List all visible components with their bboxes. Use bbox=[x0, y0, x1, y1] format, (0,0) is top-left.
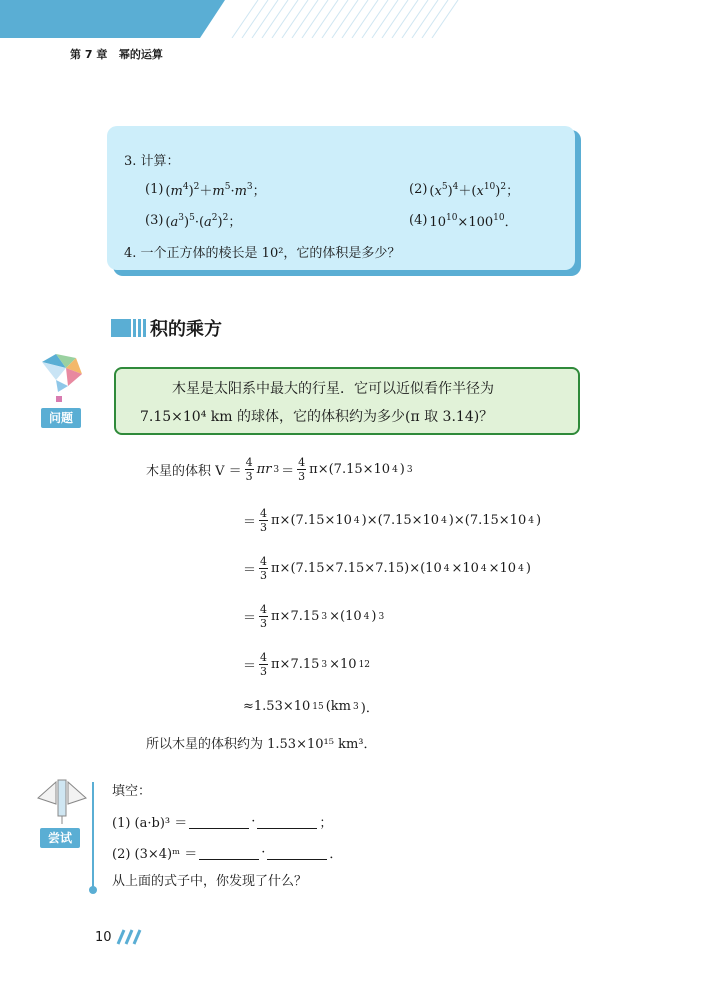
try-item-1: (1) (a·b)³ ＝ · ； bbox=[112, 814, 333, 831]
try-item-1-blank-a[interactable] bbox=[189, 814, 249, 829]
chapter-title: 幂的运算 bbox=[118, 48, 163, 61]
try-item-2: (2) (3×4)ᵐ ＝ · ． bbox=[112, 845, 343, 862]
section-heading-bars bbox=[111, 319, 147, 341]
try-question: 从上面的式子中，你发现了什么？ bbox=[112, 874, 308, 889]
exercise-part-4 bbox=[409, 211, 518, 230]
page-number bbox=[95, 929, 142, 945]
exercise-part-3 bbox=[145, 211, 241, 230]
chapter-number: 第 7 章 bbox=[70, 48, 108, 61]
solution-step-3: ＝ $\frac{4}{3}$ π×(7.15×7.15×7.15)×(10 4 ×10 4 ×10 4 ) bbox=[243, 555, 531, 582]
section-title: 积的乘方 bbox=[150, 319, 222, 340]
try-item-2-blank-a[interactable] bbox=[199, 845, 259, 860]
part-1-expr: $(m^4)^2+m^5\cdot m^3$； bbox=[165, 182, 266, 199]
problem-line-1: 木星是太阳系中最大的行星．它可以近似看作半径为 bbox=[172, 381, 494, 397]
solution-lead: 木星的体积 V ＝ bbox=[146, 464, 242, 479]
part-3-expr: $(a^3)^5\cdot(a^2)^2$； bbox=[165, 213, 242, 230]
part-3-tag: (3) bbox=[145, 213, 164, 228]
try-icon-label: 尝试 bbox=[40, 828, 80, 848]
exercise-q3-label: 3. 计算： bbox=[124, 154, 180, 169]
solution-step-2: ＝ $\frac{4}{3}$ π×(7.15×10 4 )×(7.15×10 4 )×(7.15×10 4 ) bbox=[243, 507, 542, 534]
question-icon-label: 问题 bbox=[41, 408, 81, 428]
try-item-1-prefix: (1) (a·b)³ ＝ bbox=[112, 816, 188, 831]
try-side-dot bbox=[89, 886, 97, 894]
solution-conclusion: 所以木星的体积约为 1.53×10¹⁵ km³． bbox=[146, 737, 377, 752]
exercise-part-1 bbox=[145, 180, 266, 199]
exercise-q4: 4. 一个正方体的棱长是 10²，它的体积是多少？ bbox=[124, 246, 401, 261]
part-4-tag: (4) bbox=[409, 213, 428, 228]
solution-step-6: ≈1.53×10 15 (km 3 )． bbox=[243, 699, 379, 716]
header-stripe-graphic bbox=[0, 0, 722, 38]
problem-line-2: 7.15×10⁴ km 的球体，它的体积约为多少(π 取 3.14)？ bbox=[140, 409, 494, 425]
part-2-tag: (2) bbox=[409, 182, 428, 197]
header-band bbox=[0, 0, 722, 38]
part-1-tag: (1) bbox=[145, 182, 164, 197]
solution-step-4: ＝ $\frac{4}{3}$ π×7.15 3 ×(10 4 ) 3 bbox=[243, 603, 385, 630]
part-2-expr: $(x^5)^4+(x^{10})^2$； bbox=[429, 182, 520, 199]
chapter-header bbox=[70, 46, 163, 62]
solution-step-1: 木星的体积 V ＝ $\frac{4}{3}$ πr 3 ＝ $\frac{4}{3}$ π×(7.15×10 4 ) 3 bbox=[146, 456, 413, 483]
part-4-expr: $10^{10}\times 100^{10}$． bbox=[429, 213, 518, 230]
solution-step-5: ＝ $\frac{4}{3}$ π×7.15 3 ×10 12 bbox=[243, 651, 371, 678]
question-icon bbox=[38, 352, 84, 426]
try-item-2-blank-b[interactable] bbox=[267, 845, 327, 860]
try-item-2-prefix: (2) (3×4)ᵐ ＝ bbox=[112, 847, 198, 862]
page-number-text: 10 bbox=[95, 929, 112, 945]
kite-icon bbox=[34, 778, 90, 848]
try-title: 填空： bbox=[112, 784, 152, 799]
try-item-1-blank-b[interactable] bbox=[257, 814, 317, 829]
try-side-line bbox=[92, 782, 94, 890]
exercise-part-2 bbox=[409, 180, 519, 199]
page-number-slashes bbox=[116, 929, 142, 945]
